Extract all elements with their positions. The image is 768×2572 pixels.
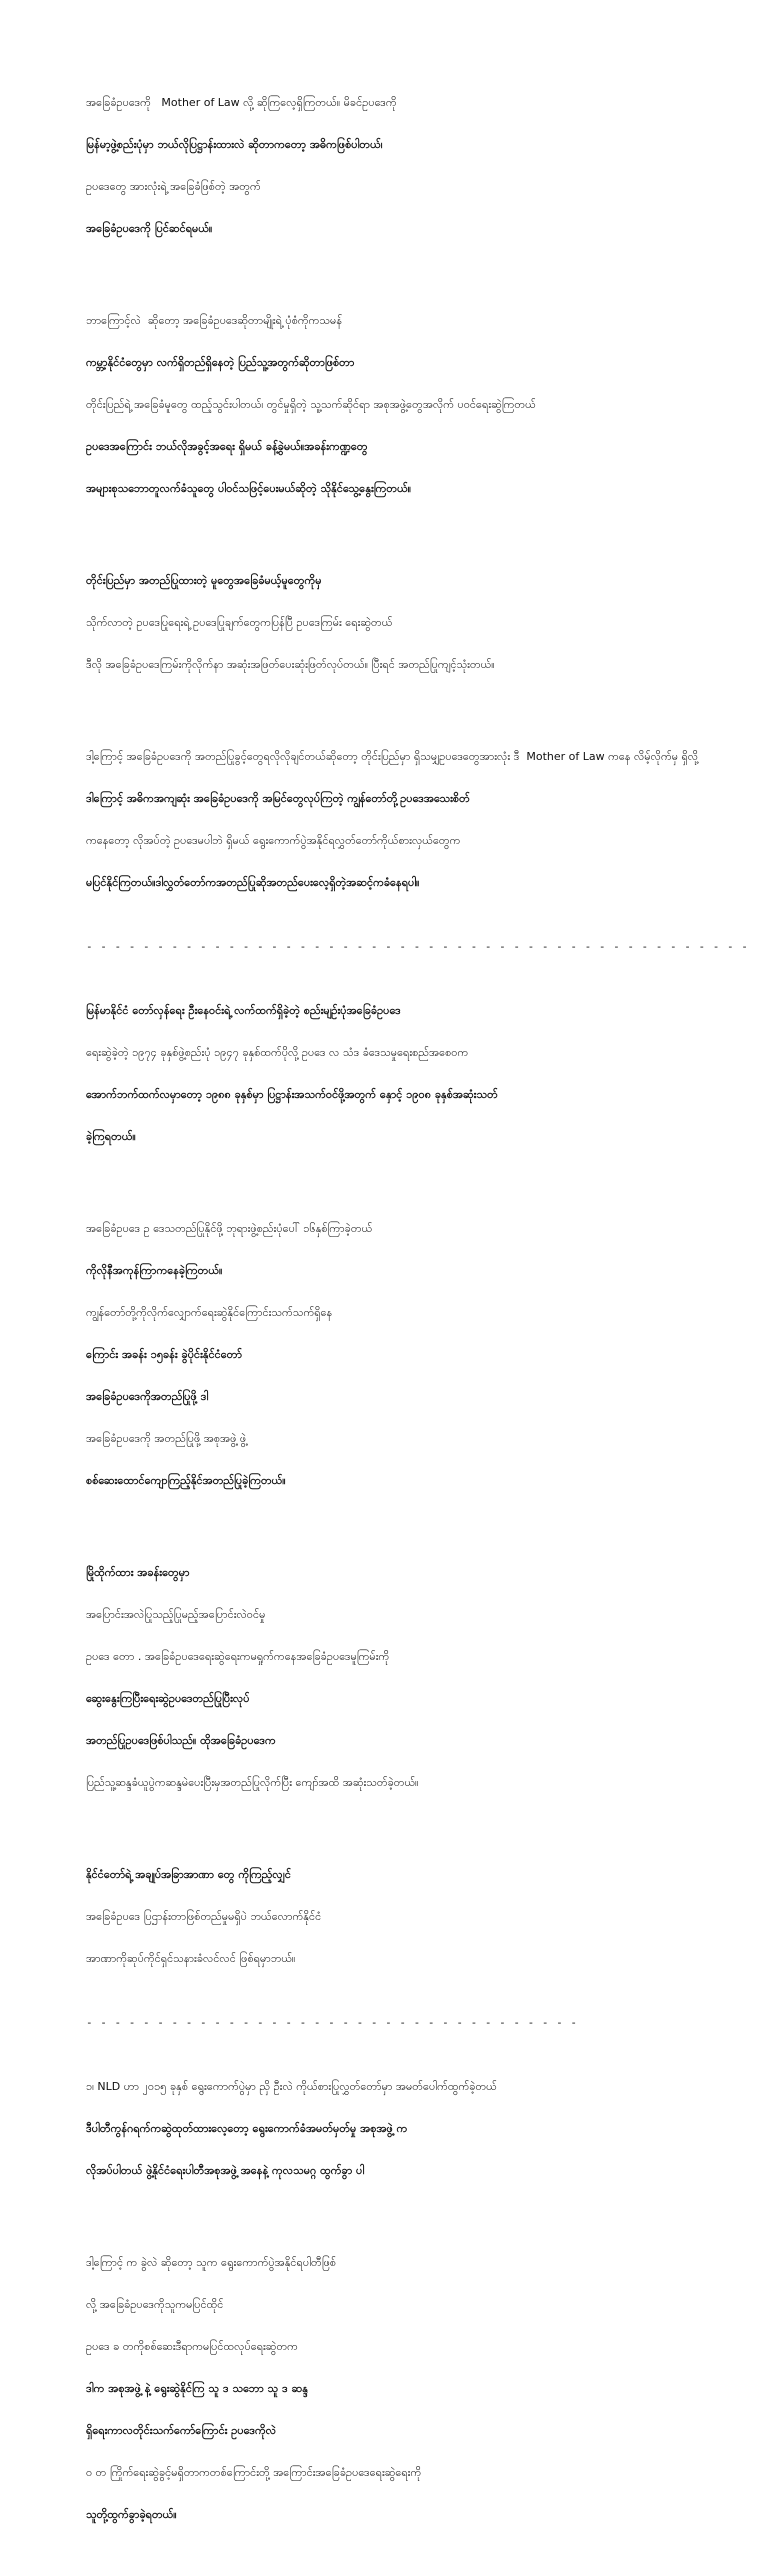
- paragraph: [86, 546, 746, 700]
- text-line: ဥပဒေအကြောင်း ဘယ်လိုအခွင့်အရေး ရှိမယ် ခန့်ခွဲမယ်။အခန်းကဏ္ဍတွေ: [86, 440, 368, 453]
- text-line: အခြေခံဥပဒေကို ပြင်ဆင်ရမယ်။: [86, 222, 213, 235]
- text-line: မပြင်နိုင်ကြတယ်။ဒါလွှတ်တော်ကအတည်ပြုဆိုအတည်ပေးလေ့ရှိတဲ့အဆင့်ကခံနေရပါ။: [86, 876, 420, 889]
- text-line: သူတို့ထွက်ခွာခဲ့ရတယ်။: [86, 2508, 177, 2521]
- text-line: အများစုသဘောတူလက်ခံသူတွေ ပါဝင်သဖြင့်ပေးမယ်ဆိုတဲ့ သိုနိုင်သွေ့နွေးကြတယ်။: [86, 482, 412, 495]
- paragraph: [86, 286, 746, 524]
- paragraph: [86, 2228, 746, 2550]
- paragraph: [86, 1538, 746, 1818]
- text-line: မြန်မာနိုင်ငံ တော်လှန်ရေး ဦးနေဝင်းရဲ့ လက်ထက်ရှိခဲ့တဲ့ စည်းမျဉ်းပုံအခြေခံဥပဒေ: [86, 1004, 401, 1017]
- text-line: ဒါ့ကြောင့် က ခွဲလဲ ဆိုတော့ သူက ရွေးကောက်ပွဲအနိုင်ရပါတီဖြစ်: [86, 2256, 337, 2269]
- text-line: ကြောင်း အခန်း ၁၅ခန်း ခွဲပိုင်းနိုင်ငံတော်: [86, 1348, 242, 1361]
- text-line: ဒါ့ကြောင့် အခြေခံဥပဒေကို အတည်ပြုခွင့်တွေရလိုလိုချင်တယ်ဆိုတော့ တိုင်းပြည်မှာ ရှိသမျှဥပဒေတွေအားလုံး ဒီ Mother of Law ကနေ လိမ့်လိုက်မှ ရှိလို့: [86, 750, 699, 763]
- text-line: ဒါကြောင့် အဓိကအကျဆုံး အခြေခံဥပဒေကို အမြင်တွေလုပ်ကြတဲ့ ကျွန်တော်တို့ဥပဒေအသေးစိတ်: [86, 792, 470, 805]
- text-line: လိုအပ်ပါတယ် ဖွဲ့နိုင်ငံရေးပါတီအစုအဖွဲ့ အနေနဲ့ ကုလသမဂ္ဂ ထွက်ခွာ ပါ: [86, 2164, 365, 2177]
- paragraph: [86, 1840, 746, 1994]
- text-line: မြိုထိုက်ထား အခန်းတွေမှာ: [86, 1566, 190, 1579]
- text-line: ရှိရေးကာလတိုင်းသက်ကော်ကြောင်း ဥပဒေကိုလဲ: [86, 2424, 277, 2437]
- text-line: ကမ္ဘာ့နိုင်ငံတွေမှာ လက်ရှိတည်ရှိနေတဲ့ ပြည်သူ့အတွက်ဆိုတာဖြစ်တာ: [86, 356, 355, 369]
- text-line: မြန်မာ့ဖွဲ့စည်းပုံမှာ ဘယ်လိုပြဋ္ဌာန်းထားလဲ ဆိုတာကတော့ အဓိကဖြစ်ပါတယ်၊: [86, 138, 383, 151]
- text-line: ရေးဆွဲခဲ့တဲ့ ၁၉၇၄ ခုနှစ်ဖွဲ့စည်းပုံ ၁၉၄၇ ခုနှစ်ထက်ပိုလို့ ဥပဒေ လ သံဒ ခံ​‌ဒေသမှုရေးစည်အစေ‌ဝက: [86, 1046, 469, 1059]
- text-line: ၀ တ ကြိုက်ရေးဆွဲခွင့်မရှိတာကတစ်ကြောင်းတို့ အကြောင်းအခြေခံဥပဒေရေးဆွဲရေးကို: [86, 2466, 422, 2479]
- text-line: တိုင်းပြည်ရဲ့ အခြေခံမူတွေ ထည့်သွင်းပါတယ်၊ တွင်မှုရှိတဲ့ သူ့သက်ဆိုင်ရာ အစုအဖွဲ့တွေအလိုက် ပဝင်ရေးဆွဲကြတယ်: [86, 398, 536, 411]
- section-divider: - - - - - - - - - - - - - - - - - - - - - - - - - - - - - - - - - - -: [86, 2016, 578, 2029]
- paragraph: [86, 1194, 746, 1516]
- text-line: ကနေတော့ လိုအပ်တဲ့ ဥပဒေမပါဘဲ ရှိမယ် ရွေးကောက်ပွဲအနိုင်ရလွှတ်တော်ကိုယ်စားလှယ်တွေက: [86, 834, 461, 847]
- document-body: [86, 68, 749, 2572]
- paragraph: [86, 2052, 746, 2206]
- text-line: အာဏာကိုဆုပ်ကိုင်ရှင်သနားခံလင်လင် ဖြစ်ရမှာဘယ်။: [86, 1952, 296, 1965]
- text-line: ဥပဒေ ခ တကိုစစ်ဆေးဒီရာကမပြင်ထလုပ်ရေးဆွဲတက: [86, 2340, 298, 2353]
- section-divider: - - - - - - - - - - - - - - - - - - - - - - - - - - - - - - - - - - - - - - - - - - - - - - -: [86, 940, 749, 953]
- text-line: ဘာကြောင့်လဲ ဆိုတော့ အခြေခံဥပဒေဆိုတာမျိုးရဲ့ ပုံစံကိုကသမန်: [86, 314, 343, 327]
- text-line: ဥပဒေ တော . အခြေခံဥပဒေရေးဆွဲရေးကမရှုက်ကနေအခြေခံဥပဒေမူကြမ်းကို: [86, 1650, 390, 1663]
- text-line: အခြေခံဥပဒေ ဥ ဒေသတည်ပြုနိုင်ဖို့ ဘုရားဖွဲ့စည်းပုံပေါ် ၁၆နှစ်ကြာခဲ့တယ်: [86, 1222, 373, 1235]
- text-line: နိုင်ငံတော်ရဲ့ အချုပ်အခြာအာဏာ တွေ ကိုကြည့်လျှင်: [86, 1868, 291, 1881]
- text-line: ပြည်သူ့ဆန္ဒခံယူပွဲကဆန္ဒမဲပေးပြီးမှအတည်ပြုလိုက်ပြီး ကျော်အထိ အဆုံးသတ်ခဲ့တယ်။: [86, 1776, 419, 1789]
- text-line: အခြေခံဥပဒေကို အတည်ပြုဖို့ အစုအဖွဲ့ ဖွဲ့: [86, 1432, 247, 1445]
- text-line: ၁၊ NLD ဟာ ၂၀၁၅ ခုနှစ် ရွေးကောက်ပွဲမှာ ညှိ ဦးလဲ ကိုယ်စားပြုလွှတ်တော်မှာ အမတ်ပေါက်ထွက်ခဲ့တယ်: [86, 2080, 497, 2093]
- text-line: ဥပဒေတွေ အားလုံးရဲ့ အခြေခံဖြစ်တဲ့ အတွက်: [86, 180, 261, 193]
- text-line: ဒီပါတီကွန်ဂရက်ကဆွဲထုတ်ထားလေ့တော့ ရွေးကောက်ခံအမတ်မှတ်မှု အစုအဖွဲ့ က: [86, 2122, 408, 2135]
- paragraph: [86, 722, 746, 918]
- paragraph: [86, 976, 746, 1172]
- text-line: အခြေခံဥပဒေကိုအတည်ပြုဖို့ ဒါ: [86, 1390, 209, 1403]
- text-line: လို့ အခြေခံဥပဒေကိုသူကမပြင်ထိုင်: [86, 2298, 224, 2311]
- text-line: ဆွေးနွေးကြပြီးရေးဆွဲဥပဒေတည်ပြုပြီးလုပ်: [86, 1692, 250, 1705]
- paragraph: [86, 68, 746, 264]
- text-line: အပြောင်းအလဲပြုသည့်ပြုမည့်အပြောင်းလဲဝင်မှု: [86, 1608, 266, 1621]
- text-line: ခဲ့ကြရတယ်။: [86, 1130, 136, 1143]
- text-line: တိုင်းပြည်မှာ အတည်ပြုထားတဲ့ မူတွေအခြေခံမယ့်မူတွေကိုမှ: [86, 574, 322, 587]
- text-line: ကိုလိုနီအကုန်ကြာကနေခဲ့ကြတယ်။: [86, 1264, 223, 1277]
- text-line: စစ်ဆေးထောင်ကျောကြည့်နိုင်အတည်ပြုခဲ့ကြတယ်။: [86, 1474, 286, 1487]
- text-line: သိုက်လာတဲ့ ဥပဒေပြုရေးရဲ့ ဥပဒေပြုချက်တွေကပြန်ပြီ ဥပဒေကြမ်း ရေးဆွဲတယ်: [86, 616, 393, 629]
- text-line: အခြေခံဥပဒေ ပြဌာန်းတာဖြစ်တည်မှုမရှိပဲ ဘယ်လောက်နိုင်ငံ: [86, 1910, 322, 1923]
- text-line: ဒါက အစုအဖွဲ့ နဲ့ ရွေးဆွဲနိုင်ကြ သူ ဒ သဘော သူ ဒ ဆန္ဒ: [86, 2382, 308, 2395]
- text-line: အောက်ဘက်ထက်လမှာတော့ ၁၉၈၈ ခုနှစ်မှာ ပြဋ္ဌာန်းအသက်ဝင်ဖို့အတွက် နှောင့် ၁၉၀၈ ခုနှစ်အဆုံးသတ်: [86, 1088, 498, 1101]
- text-line: အတည်ပြုဥပဒေဖြစ်ပါသည်။ ထိုအခြေခံဥပဒေက: [86, 1734, 276, 1747]
- text-line: ကျွန်တော်တို့ကိုလိုက်လျှောက်ရေးဆွဲနိုင်ကြောင်းသက်သက်ရှိနေ: [86, 1306, 333, 1319]
- text-line: အခြေခံဥပဒေကို Mother of Law လို့ ဆိုကြလေ့ရှိကြတယ်။ မိခင်ဥပဒေကို: [86, 96, 397, 109]
- text-line: ဒီလို အခြေခံဥပဒေကြမ်းကိုလိုက်နာ အဆုံးအဖြတ်ပေးဆုံးဖြတ်လုပ်တယ်။ ပြီးရင် အတည်ပြုကျင့်သုံးတယ်။: [86, 658, 495, 671]
